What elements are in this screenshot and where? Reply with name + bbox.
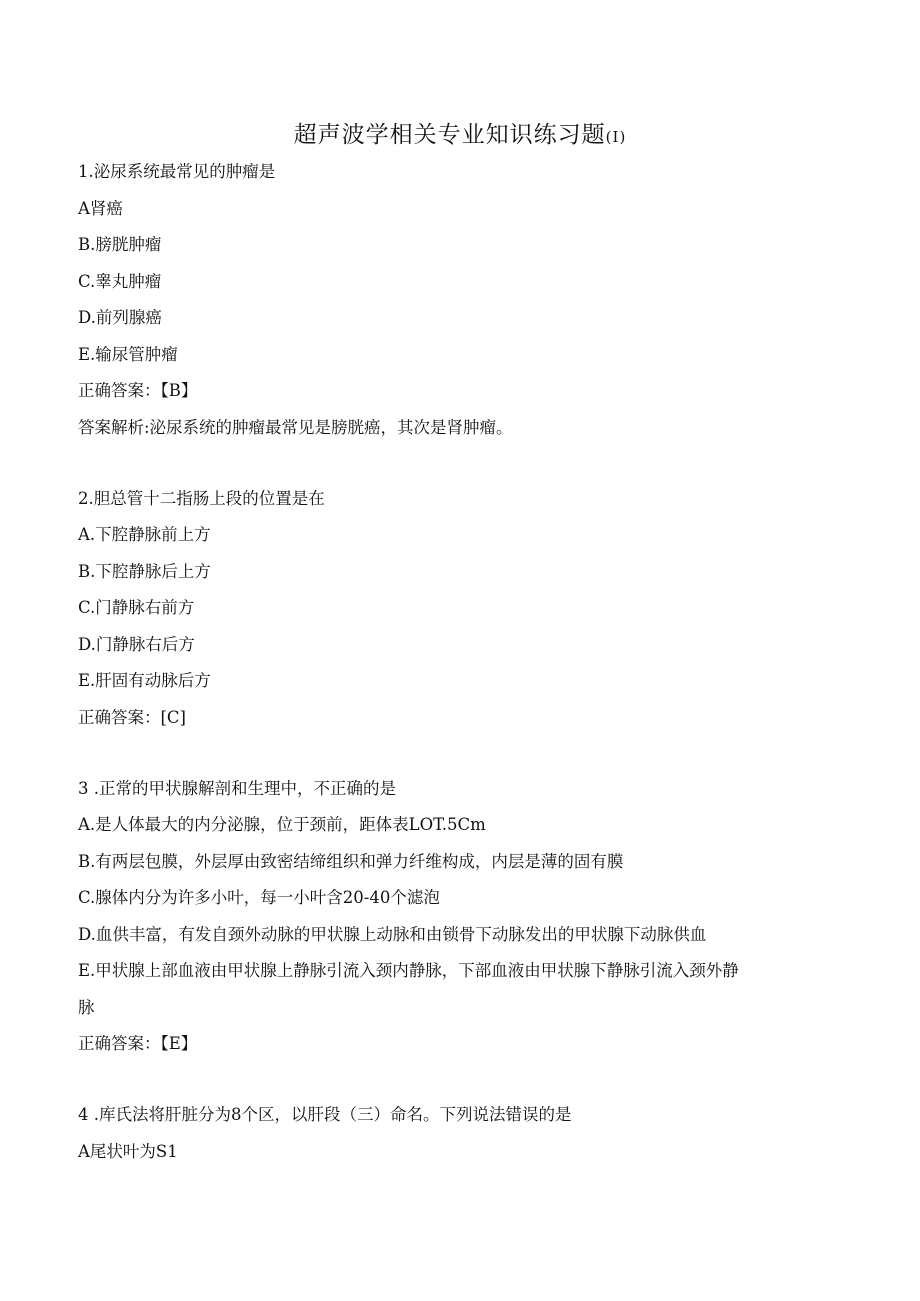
question-3-option-e: E.甲状腺上部血液由甲状腺上静脉引流入颈内静脉，下部血液由甲状腺下静脉引流入颈外静 [78,961,739,980]
title-suffix: (I) [605,128,627,146]
question-2-stem: 2.胆总管十二指肠上段的位置是在 [78,489,325,508]
question-3-stem: 3 .正常的甲状腺解剖和生理中，不正确的是 [78,779,396,798]
question-1-explanation: 答案解析:泌尿系统的肿瘤最常见是膀胱癌，其次是肾肿瘤。 [78,418,513,437]
question-2-option-b: B.下腔静脉后上方 [78,562,211,581]
question-1-option-a: A肾癌 [78,199,123,218]
page-title [0,116,920,149]
question-1-option-b: B.膀胱肿瘤 [78,235,162,254]
question-3-option-b: B.有两层包膜，外层厚由致密结缔组织和弹力纤维构成，内层是薄的固有膜 [78,852,624,871]
question-1-stem: 1.泌尿系统最常见的肿瘤是 [78,162,276,181]
question-2-option-e: E.肝固有动脉后方 [78,671,211,690]
question-4-stem: 4 .库氏法将肝脏分为8个区，以肝段（三）命名。下列说法错误的是 [78,1105,572,1124]
question-1-answer: 正确答案：【B】 [78,381,198,400]
question-4-option-a: A尾状叶为S1 [78,1142,178,1161]
question-2-answer: 正确答案：[C] [78,708,186,727]
question-3-option-c: C.腺体内分为许多小叶，每一小叶含20-40个滤泡 [78,888,440,907]
title-main: 超声波学相关专业知识练习题 [293,122,606,148]
question-1-option-d: D.前列腺癌 [78,308,162,327]
question-1-option-c: C.睾丸肿瘤 [78,272,162,291]
question-3-answer: 正确答案：【E】 [78,1034,198,1053]
question-2-option-d: D.门静脉右后方 [78,635,195,654]
question-2-option-a: A.下腔静脉前上方 [78,525,211,544]
question-2-option-c: C.门静脉右前方 [78,598,195,617]
question-3-option-a: A.是人体最大的内分泌腺，位于颈前，距体表LOT.5Cm [78,815,486,834]
question-1-option-e: E.输尿管肿瘤 [78,345,178,364]
question-3-option-d: D.血供丰富，有发自颈外动脉的甲状腺上动脉和由锁骨下动脉发出的甲状腺下动脉供血 [78,925,707,944]
question-3-option-e-continued: 脉 [78,998,95,1017]
